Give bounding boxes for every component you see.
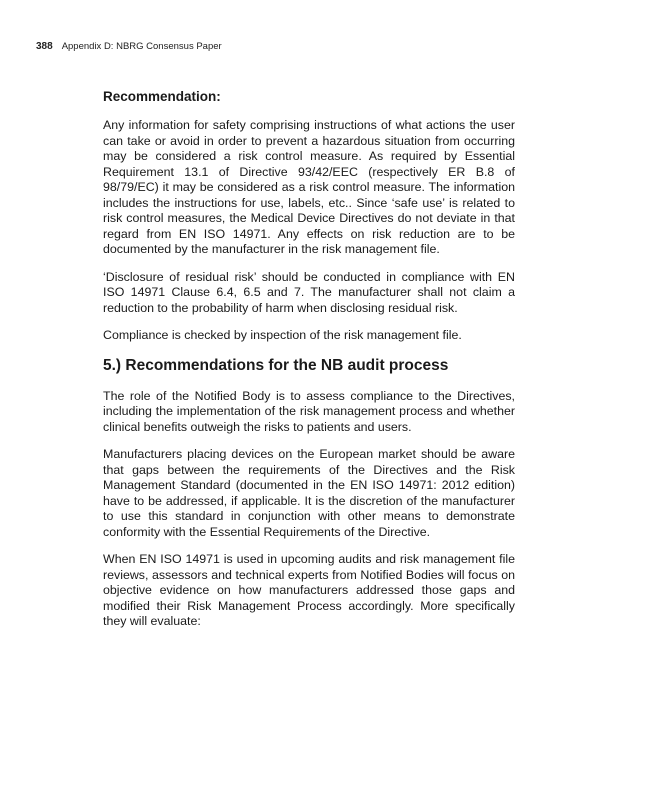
paragraph: Any information for safety comprising instructions of what actions the user can take or avoid in order to prevent a hazardous situation from occurring may be considered a risk control measure. As required by Essential Requirement 13.1 of Directive 93/42/EEC (respectively ER B.8 of 98/79/EC) it may be considered as a risk control measure. The information includes the instructions for use, labels, etc.. Since ‘safe use’ is related to risk control measures, the Medical Device Directives do not deviate in that regard from EN ISO 14971. Any effects on risk reduction are to be documented by the manufacturer in the risk management file. [103,118,515,256]
paragraph: Manufacturers placing devices on the European market should be aware that gaps between the requirements of the Directives and the Risk Management Standard (documented in the EN ISO 14971: 2012 edition) have to be addressed, if applicable. It is the discretion of the manufacturer to use this standard in conjunction with other means to demonstrate conformity with the Essential Requirements of the Directive. [103,447,515,539]
paragraph: Compliance is checked by inspection of the risk management file. [103,328,462,342]
page-number: 388 [36,41,53,52]
section-heading: 5.) Recommendations for the NB audit process [103,356,449,374]
paragraph: When EN ISO 14971 is used in upcoming audits and risk management file reviews, assessors and technical experts from Notified Bodies will focus on objective evidence on how manufacturers addressed those gaps and modified their Risk Management Process accordingly. More specifically they will evaluate: [103,552,515,628]
running-header [36,41,222,52]
recommendation-heading: Recommendation: [103,89,221,104]
paragraph: The role of the Notified Body is to assess compliance to the Directives, including the implementation of the risk management process and whether clinical benefits outweigh the risks to patients and users. [103,388,515,434]
page-body [103,88,515,642]
paragraph: ‘Disclosure of residual risk’ should be conducted in compliance with EN ISO 14971 Clause 6.4, 6.5 and 7. The manufacturer shall not claim a reduction to the probability of harm when disclosing residual risk. [103,269,515,315]
running-title: Appendix D: NBRG Consensus Paper [61,41,222,52]
